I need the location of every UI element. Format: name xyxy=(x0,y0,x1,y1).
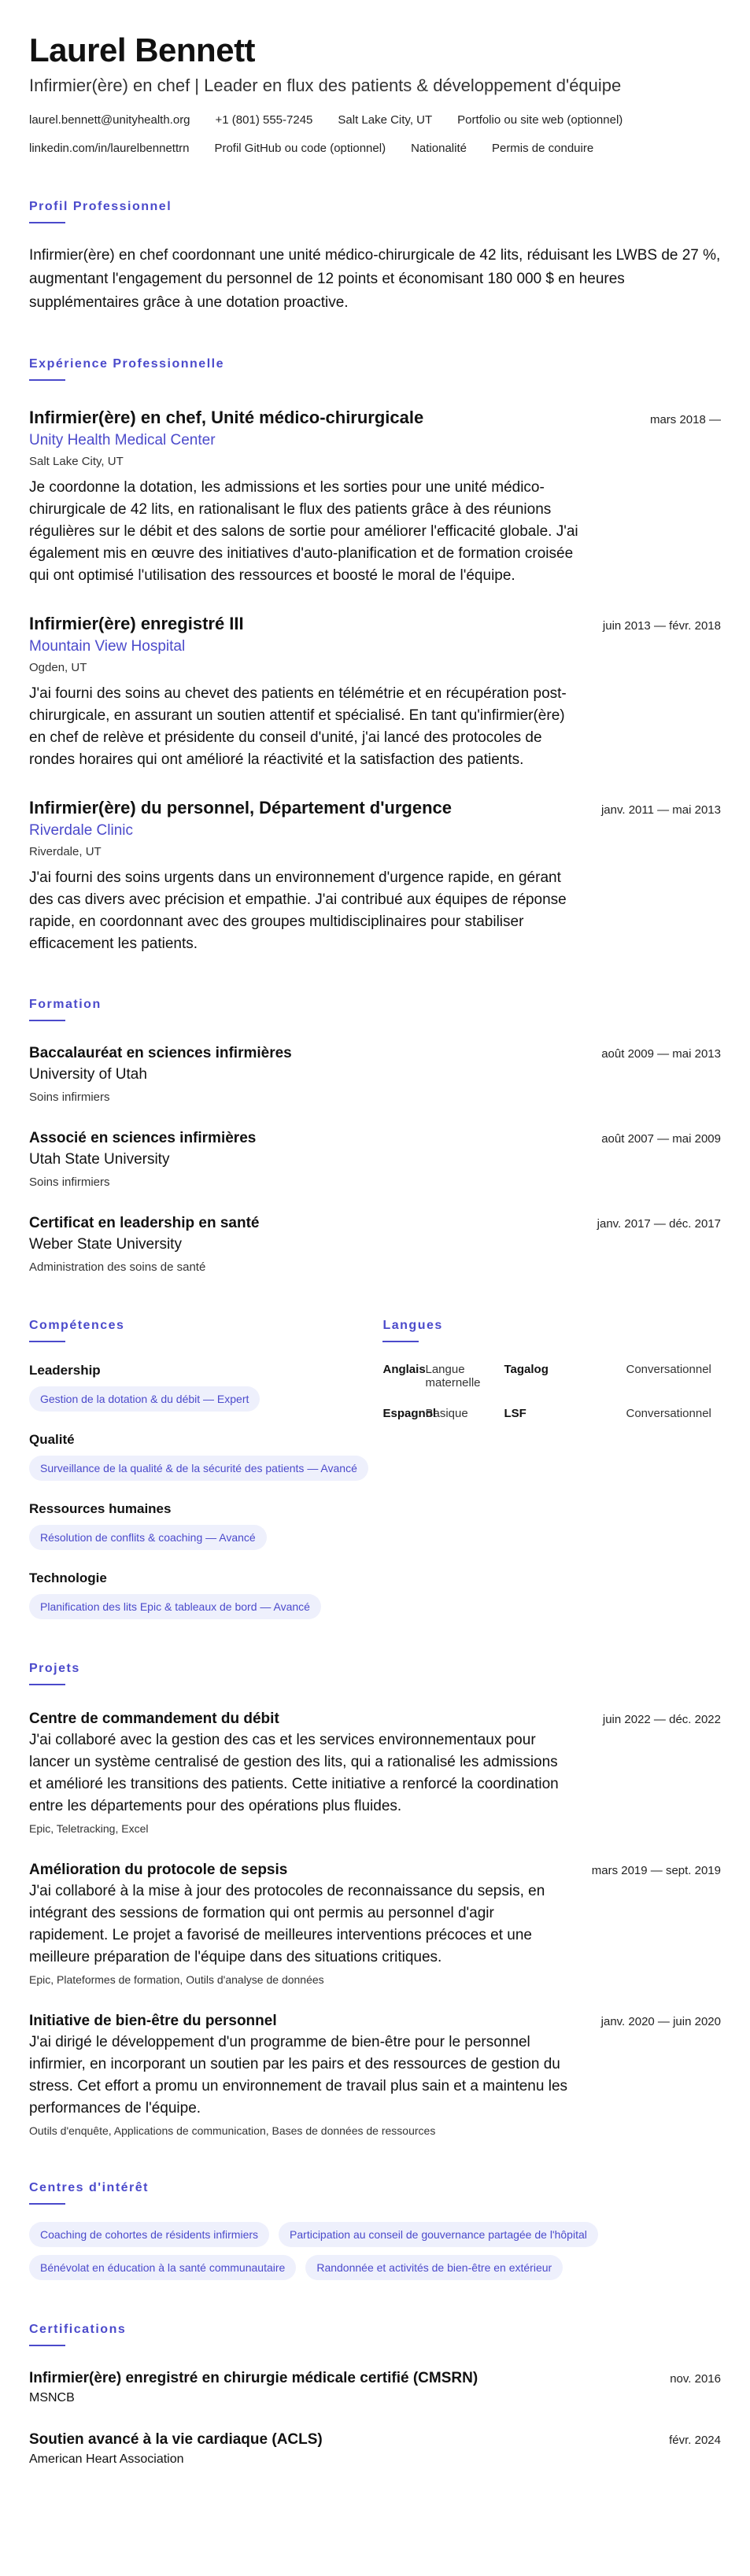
section-divider xyxy=(29,379,65,381)
project-title: Amélioration du protocole de sepsis xyxy=(29,1862,288,1878)
school-name: Utah State University xyxy=(29,1151,170,1168)
interest-pill: Randonnée et activités de bien-être en extérieur xyxy=(305,2255,563,2280)
job-dates: mars 2018 — xyxy=(649,413,721,426)
section-title: Langues xyxy=(382,1319,443,1332)
job-location: Salt Lake City, UT xyxy=(29,455,124,468)
employer-name: Riverdale Clinic xyxy=(29,822,133,839)
job-description: J'ai fourni des soins au chevet des patients en télémétrie et en récupération post-chirurgicale, en assurant un soutien attentif et spécialisé. En tant qu'infirmier(ère) en chef de relève et présidente du conseil d'unité, j'ai lancé des protocoles de rondes horaires qui ont amélioré la réactivité et la satisfaction des patients. xyxy=(29,685,567,768)
contact-phone[interactable]: +1 (801) 555-7245 xyxy=(215,113,313,127)
language-name: LSF xyxy=(504,1407,526,1420)
interest-pill: Bénévolat en éducation à la santé communautaire xyxy=(29,2255,296,2280)
employer-name: Unity Health Medical Center xyxy=(29,432,216,448)
project-description: J'ai collaboré à la mise à jour des protocoles de reconnaissance du sepsis, en intégrant des sessions de formation qui ont permis au personnel d'agir rapidement. Le projet a favorisé de meilleures interventions précoces et une meilleure préparation de l'équipe dans des situations critiques. xyxy=(29,1883,545,1965)
contact-location: Salt Lake City, UT xyxy=(338,113,433,127)
certification-entry xyxy=(29,2368,721,2408)
education-dates: août 2009 — mai 2013 xyxy=(601,1047,721,1061)
section-title: Projets xyxy=(29,1662,80,1675)
language-name: Anglais xyxy=(382,1363,426,1376)
contact-list xyxy=(29,112,721,157)
experience-entry xyxy=(29,406,721,587)
section-divider xyxy=(29,2345,65,2346)
skill-pill: Gestion de la dotation & du débit — Expert xyxy=(29,1386,260,1412)
interest-pill: Coaching de cohortes de résidents infirmiers xyxy=(29,2222,269,2247)
candidate-headline: Infirmier(ère) en chef | Leader en flux des patients & développement d'équipe xyxy=(29,76,622,95)
skill-group xyxy=(29,1430,382,1481)
skill-category: Technologie xyxy=(29,1570,107,1585)
project-entry xyxy=(29,1709,721,1836)
job-description: J'ai fourni des soins urgents dans un environnement d'urgence rapide, en gérant des cas divers avec précision et empathie. J'ai contribué aux équipes de réponse rapide, en coordonnant avec des groupes multidisciplinaires pour stabiliser efficacement les patients. xyxy=(29,869,567,952)
job-location: Riverdale, UT xyxy=(29,845,102,858)
certifications-section xyxy=(29,2321,721,2469)
section-title: Expérience Professionnelle xyxy=(29,357,224,371)
education-section xyxy=(29,996,721,1276)
project-title: Centre de commandement du débit xyxy=(29,1711,279,1727)
skill-category: Ressources humaines xyxy=(29,1501,172,1516)
field-of-study: Administration des soins de santé xyxy=(29,1260,206,1274)
summary-section xyxy=(29,198,721,315)
education-entry xyxy=(29,1128,721,1191)
interest-pill: Participation au conseil de gouvernance partagée de l'hôpital xyxy=(279,2222,598,2247)
skill-category: Qualité xyxy=(29,1432,75,1447)
resume-header xyxy=(29,31,721,157)
contact-github[interactable]: Profil GitHub ou code (optionnel) xyxy=(214,142,386,155)
section-title: Centres d'intérêt xyxy=(29,2181,149,2194)
contact-linkedin[interactable]: linkedin.com/in/laurelbennettrn xyxy=(29,142,190,155)
skills-languages-row xyxy=(29,1317,721,1619)
summary-text: Infirmier(ère) en chef coordonnant une unité médico-chirurgicale de 42 lits, réduisant les LWBS de 27 %, augmentant l'engagement du personnel de 12 points et économisant 180 000 $ en heures supplémentaires grâce à une dotation proactive. xyxy=(29,247,721,311)
project-entry xyxy=(29,1860,721,1987)
degree-title: Baccalauréat en sciences infirmières xyxy=(29,1045,292,1061)
language-level: Langue maternelle xyxy=(425,1363,481,1389)
languages-list xyxy=(382,1363,721,1420)
skill-group xyxy=(29,1361,382,1412)
skills-section xyxy=(29,1317,382,1619)
language-level: Conversationnel xyxy=(626,1407,711,1420)
certification-title: Infirmier(ère) enregistré en chirurgie médicale certifié (CMSRN) xyxy=(29,2370,478,2386)
section-divider xyxy=(29,222,65,223)
field-of-study: Soins infirmiers xyxy=(29,1175,110,1189)
employer-name: Mountain View Hospital xyxy=(29,638,186,655)
degree-title: Associé en sciences infirmières xyxy=(29,1130,257,1146)
project-dates: janv. 2020 — juin 2020 xyxy=(600,2015,721,2028)
project-dates: juin 2022 — déc. 2022 xyxy=(602,1713,721,1726)
interests-list xyxy=(29,2222,674,2280)
job-description: Je coordonne la dotation, les admissions et les sorties pour une unité médico-chirurgicale de 42 lits, en rationalisant le flux des patients grâce à des réunions régulières sur le débit et des salons de sortie pour améliorer l'efficacité globale. J'ai également mis en œuvre des initiatives d'auto-planification et de formation croisée qui ont optimisé l'utilisation des ressources et boosté le moral de l'équipe. xyxy=(29,479,578,584)
job-dates: juin 2013 — févr. 2018 xyxy=(602,619,721,633)
section-divider xyxy=(29,1341,65,1342)
skill-pill: Surveillance de la qualité & de la sécurité des patients — Avancé xyxy=(29,1456,368,1481)
certification-date: nov. 2016 xyxy=(670,2372,721,2386)
job-location: Ogden, UT xyxy=(29,661,87,674)
education-entry xyxy=(29,1213,721,1276)
certification-entry xyxy=(29,2430,721,2469)
certification-issuer: MSNCB xyxy=(29,2391,75,2404)
certification-issuer: American Heart Association xyxy=(29,2452,184,2466)
education-entry xyxy=(29,1043,721,1106)
job-dates: janv. 2011 — mai 2013 xyxy=(600,803,721,817)
experience-entry xyxy=(29,612,721,771)
degree-title: Certificat en leadership en santé xyxy=(29,1215,260,1231)
contact-portfolio[interactable]: Portfolio ou site web (optionnel) xyxy=(457,113,623,127)
project-description: J'ai collaboré avec la gestion des cas et les services environnementaux pour lancer un système centralisé de gestion des lits, qui a rationalisé les admissions et amélioré les transitions des patients. Cette initiative a renforcé la coordination entre les départements pour des opérations plus fluides. xyxy=(29,1732,559,1814)
project-tech: Outils d'enquête, Applications de communication, Bases de données de ressources xyxy=(29,2124,436,2137)
contact-nationality: Nationalité xyxy=(411,142,467,155)
project-tech: Epic, Plateformes de formation, Outils d'analyse de données xyxy=(29,1973,324,1986)
contact-email[interactable]: laurel.bennett@unityhealth.org xyxy=(29,113,190,127)
experience-section xyxy=(29,356,721,955)
experience-entry xyxy=(29,796,721,955)
education-dates: août 2007 — mai 2009 xyxy=(601,1132,721,1146)
project-title: Initiative de bien-être du personnel xyxy=(29,2013,277,2029)
contact-driving-license: Permis de conduire xyxy=(491,142,594,155)
job-title: Infirmier(ère) enregistré III xyxy=(29,614,244,633)
section-divider xyxy=(29,1020,65,1021)
language-name: Espagnol xyxy=(382,1407,436,1420)
languages-section xyxy=(382,1317,721,1619)
job-title: Infirmier(ère) en chef, Unité médico-chirurgicale xyxy=(29,408,424,427)
project-tech: Epic, Teletracking, Excel xyxy=(29,1822,149,1835)
school-name: University of Utah xyxy=(29,1066,147,1083)
skill-category: Leadership xyxy=(29,1363,101,1378)
section-divider xyxy=(382,1341,419,1342)
skill-group xyxy=(29,1500,382,1550)
language-level: Conversationnel xyxy=(626,1363,711,1376)
certification-date: févr. 2024 xyxy=(669,2434,721,2447)
job-title: Infirmier(ère) du personnel, Département d'urgence xyxy=(29,798,453,817)
section-divider xyxy=(29,1684,65,1685)
skill-pill: Résolution de conflits & coaching — Avancé xyxy=(29,1525,267,1550)
project-dates: mars 2019 — sept. 2019 xyxy=(591,1864,721,1877)
projects-section xyxy=(29,1660,721,2139)
skill-pill: Planification des lits Epic & tableaux de bord — Avancé xyxy=(29,1594,321,1619)
interests-section xyxy=(29,2179,721,2280)
section-title: Certifications xyxy=(29,2323,127,2336)
candidate-name: Laurel Bennett xyxy=(29,31,256,68)
language-level: Basique xyxy=(425,1407,468,1420)
field-of-study: Soins infirmiers xyxy=(29,1091,110,1104)
school-name: Weber State University xyxy=(29,1236,182,1253)
skill-group xyxy=(29,1569,382,1619)
section-title: Profil Professionnel xyxy=(29,200,172,213)
certification-title: Soutien avancé à la vie cardiaque (ACLS) xyxy=(29,2431,323,2448)
project-entry xyxy=(29,2011,721,2139)
section-divider xyxy=(29,2203,65,2205)
project-description: J'ai dirigé le développement d'un programme de bien-être pour le personnel infirmier, en incorporant un soutien par les pairs et des ressources de gestion du stress. Cet effort a promu un environnement de travail plus sain et a maintenu les performances de l'équipe. xyxy=(29,2034,568,2117)
section-title: Formation xyxy=(29,998,102,1011)
language-name: Tagalog xyxy=(504,1363,549,1376)
education-dates: janv. 2017 — déc. 2017 xyxy=(597,1217,721,1231)
section-title: Compétences xyxy=(29,1319,125,1332)
